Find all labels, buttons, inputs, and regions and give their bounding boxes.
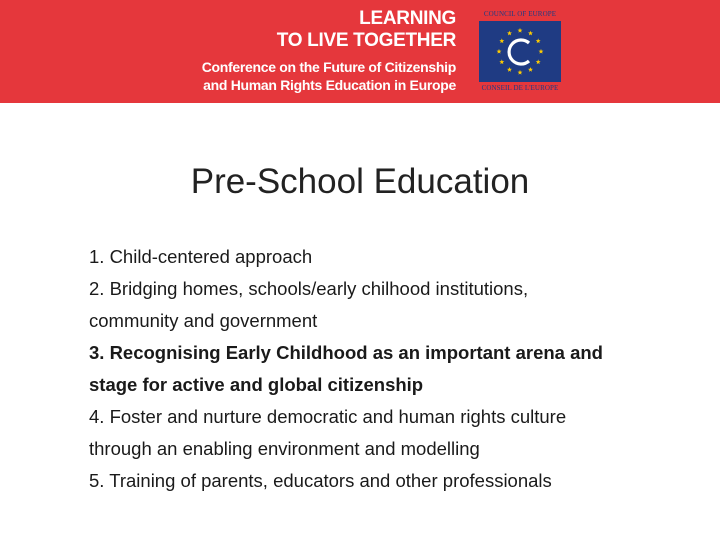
council-of-europe-flag-icon — [479, 21, 561, 82]
key-point-text: 5. Training of parents, educators and other professionals — [89, 470, 552, 491]
logo-bottom-text: CONSEIL DE L'EUROPE — [481, 84, 559, 92]
key-points-list — [89, 241, 679, 497]
banner-line-2: TO LIVE TOGETHER — [276, 30, 456, 51]
key-point-3 — [89, 337, 679, 401]
key-point-5 — [89, 465, 679, 497]
key-point-text: stage for active and global citizenship — [89, 374, 424, 395]
key-point-text: 4. Foster and nurture democratic and human rights culture — [89, 406, 567, 427]
banner-line-1: LEARNING — [359, 8, 456, 29]
key-point-text: through an enabling environment and modelling — [89, 438, 480, 459]
key-point-text: 3. Recognising Early Childhood as an important arena and — [89, 342, 603, 363]
banner-line-3: Conference on the Future of Citizenship — [201, 59, 456, 75]
slide-title: Pre-School Education — [190, 162, 530, 201]
council-of-europe-logo — [474, 10, 566, 94]
key-point-text: community and government — [89, 310, 318, 331]
header-banner — [0, 0, 720, 103]
logo-top-text: COUNCIL OF EUROPE — [483, 10, 557, 18]
key-point-text: 2. Bridging homes, schools/early chilhood institutions, — [89, 278, 529, 299]
key-point-1 — [89, 241, 679, 273]
banner-line-4: and Human Rights Education in Europe — [203, 77, 456, 93]
key-point-4 — [89, 401, 679, 465]
conference-title — [202, 8, 456, 94]
key-point-2 — [89, 273, 679, 337]
key-point-text: 1. Child-centered approach — [89, 246, 313, 267]
